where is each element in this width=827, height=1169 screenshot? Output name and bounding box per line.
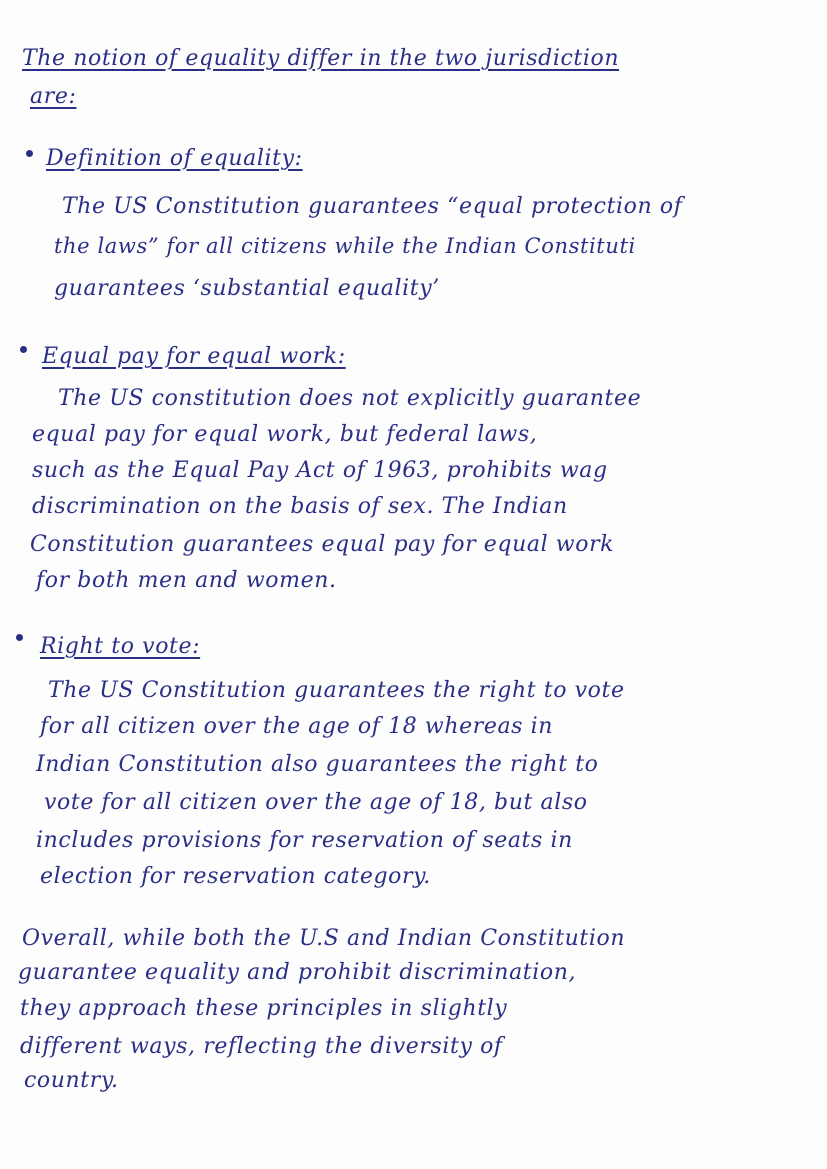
conclusion-line: guarantee equality and prohibit discrimination, xyxy=(18,960,577,985)
section-line: for all citizen over the age of 18 whereas in xyxy=(40,714,554,739)
section-line: such as the Equal Pay Act of 1963, prohibits wag xyxy=(32,458,608,483)
section-line: the laws” for all citizens while the Indian Constituti xyxy=(54,234,636,258)
section-heading-definition: Definition of equality: xyxy=(46,146,303,171)
conclusion-line: different ways, reflecting the diversity of xyxy=(20,1034,503,1059)
section-line: guarantees ‘substantial equality’ xyxy=(54,276,440,301)
section-line: vote for all citizen over the age of 18, but also xyxy=(44,790,588,815)
section-line: includes provisions for reservation of seats in xyxy=(36,828,573,853)
bullet-dot xyxy=(20,346,27,353)
intro-line-2: are: xyxy=(30,84,77,109)
conclusion-line: country. xyxy=(24,1068,119,1093)
section-line: election for reservation category. xyxy=(40,864,431,889)
section-heading-equal-pay: Equal pay for equal work: xyxy=(42,344,346,369)
section-line: Constitution guarantees equal pay for equal work xyxy=(30,532,615,557)
bullet-dot xyxy=(26,150,33,157)
section-line: equal pay for equal work, but federal laws, xyxy=(32,422,538,447)
section-line: discrimination on the basis of sex. The Indian xyxy=(32,494,568,519)
section-line: The US Constitution guarantees “equal protection of xyxy=(62,194,683,219)
section-heading-right-to-vote: Right to vote: xyxy=(40,634,201,659)
section-line: for both men and women. xyxy=(36,568,337,593)
section-line: The US Constitution guarantees the right to vote xyxy=(48,678,625,703)
section-line: Indian Constitution also guarantees the right to xyxy=(36,752,599,777)
section-line: The US constitution does not explicitly guarantee xyxy=(58,386,642,411)
intro-line-1: The notion of equality differ in the two jurisdiction xyxy=(22,46,620,71)
conclusion-line: they approach these principles in slightly xyxy=(20,996,508,1021)
conclusion-line: Overall, while both the U.S and Indian Constitution xyxy=(22,926,626,951)
bullet-dot xyxy=(16,634,23,641)
